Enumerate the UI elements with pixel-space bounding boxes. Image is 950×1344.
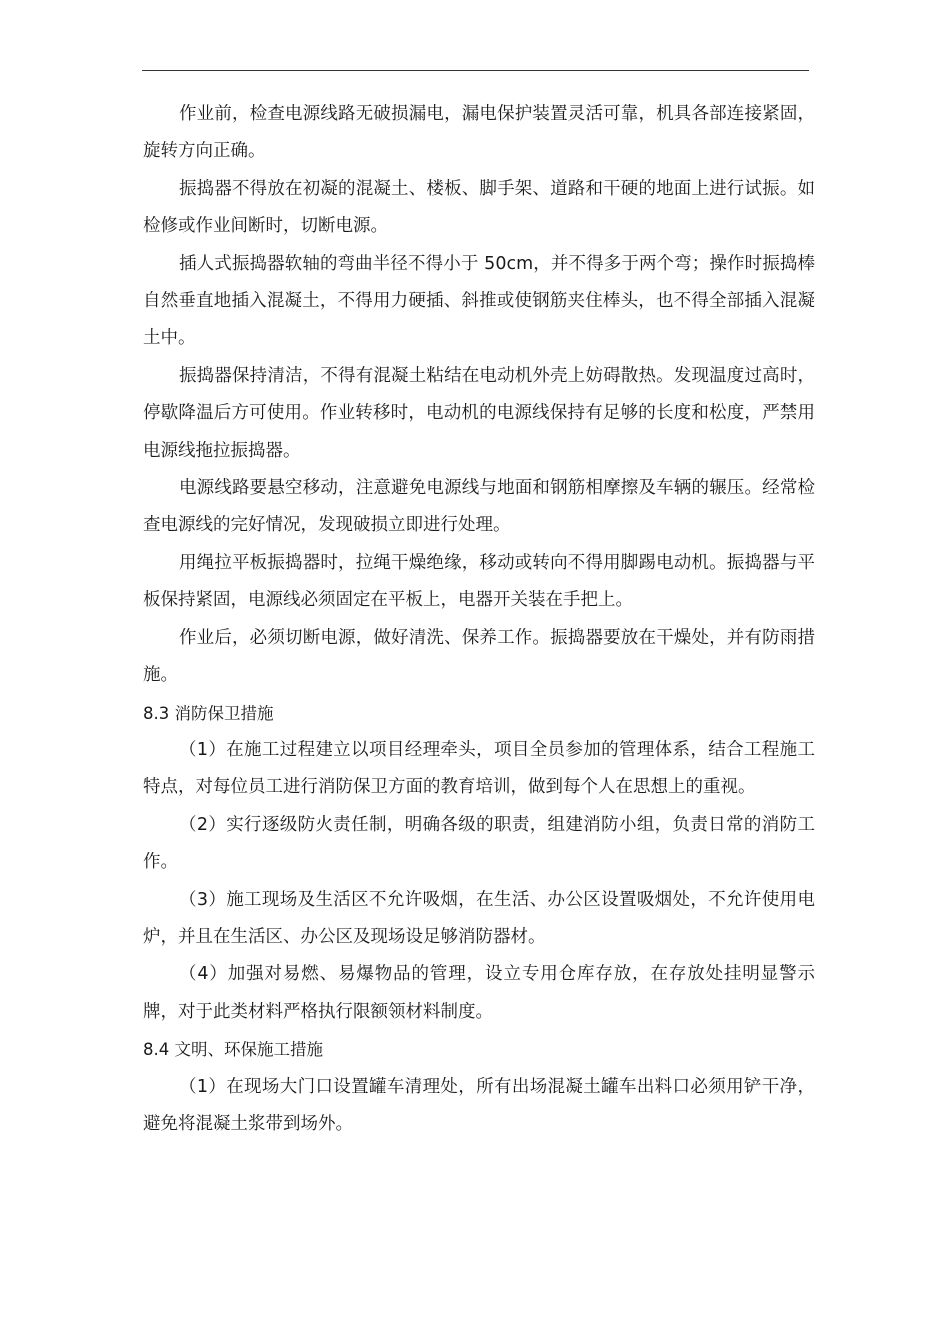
header-rule <box>142 70 809 71</box>
document-body <box>143 96 815 1143</box>
paragraph: （3）施工现场及生活区不允许吸烟，在生活、办公区设置吸烟处，不允许使用电炉，并且在生活区、办公区及现场设足够消防器材。 <box>143 889 815 947</box>
paragraph: 振捣器不得放在初凝的混凝土、楼板、脚手架、道路和干硬的地面上进行试振。如检修或作业间断时，切断电源。 <box>143 178 815 237</box>
paragraph: （1）在施工过程建立以项目经理牵头，项目全员参加的管理体系，结合工程施工特点，对每位员工进行消防保卫方面的教育培训，做到每个人在思想上的重视。 <box>143 739 815 798</box>
paragraph: 振捣器保持清洁，不得有混凝土粘结在电动机外壳上妨碍散热。发现温度过高时，停歇降温后方可使用。作业转移时，电动机的电源线保持有足够的长度和松度，严禁用电源线拖拉振捣器。 <box>143 365 815 461</box>
paragraph: 作业后，必须切断电源，做好清洗、保养工作。振捣器要放在干燥处，并有防雨措施。 <box>143 627 815 686</box>
paragraph: 作业前，检查电源线路无破损漏电，漏电保护装置灵活可靠，机具各部连接紧固，旋转方向正确。 <box>143 104 815 162</box>
paragraph: 插人式振捣器软轴的弯曲半径不得小于 50cm，并不得多于两个弯；操作时振捣棒自然垂直地插入混凝土，不得用力硬插、斜推或使钢筋夹住棒头，也不得全部插入混凝土中。 <box>143 253 815 349</box>
paragraph: （2）实行逐级防火责任制，明确各级的职责，组建消防小组，负责日常的消防工作。 <box>143 814 815 873</box>
paragraph: 电源线路要悬空移动，注意避免电源线与地面和钢筋相摩擦及车辆的辗压。经常检查电源线的完好情况，发现破损立即进行处理。 <box>143 478 815 536</box>
paragraph: （4）加强对易燃、易爆物品的管理，设立专用仓库存放，在存放处挂明显警示牌，对于此类材料严格执行限额领材料制度。 <box>143 964 815 1022</box>
paragraph: 用绳拉平板振捣器时，拉绳干燥绝缘，移动或转向不得用脚踢电动机。振捣器与平板保持紧固，电源线必须固定在平板上，电器开关装在手把上。 <box>143 552 815 611</box>
section-heading: 8.4 文明、环保施工措施 <box>143 1040 323 1060</box>
paragraph: （1）在现场大门口设置罐车清理处，所有出场混凝土罐车出料口必须用铲干净，避免将混凝土浆带到场外。 <box>143 1076 815 1134</box>
section-heading: 8.3 消防保卫措施 <box>143 703 274 723</box>
